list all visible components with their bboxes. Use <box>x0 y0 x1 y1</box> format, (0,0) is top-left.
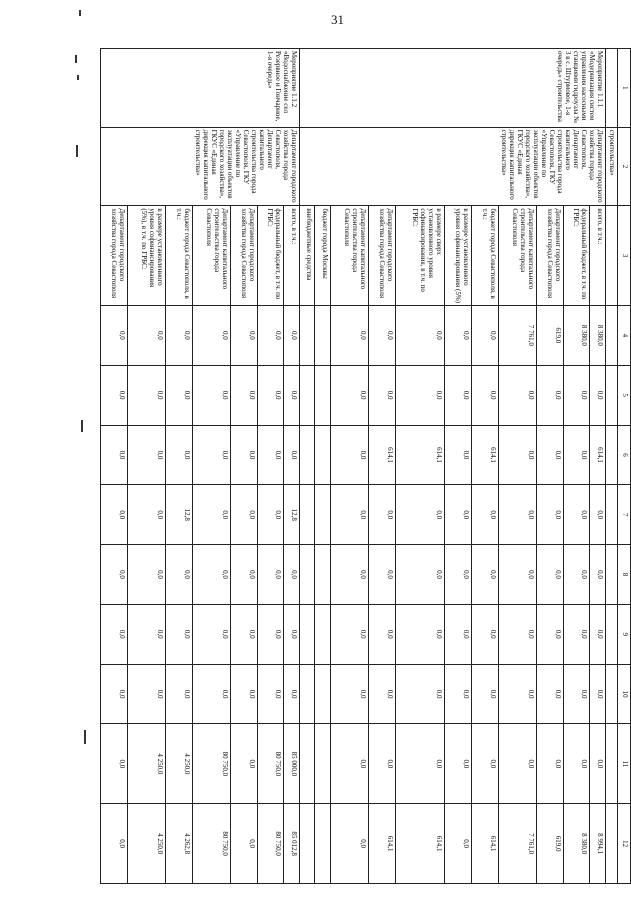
scan-mark <box>75 55 77 63</box>
value-cell: 0,0 <box>192 664 230 724</box>
value-cell: 0,0 <box>127 425 165 485</box>
funding-source-cell: бюджет города Севастополя, в т.ч.: <box>165 206 192 306</box>
total-value-cell: 614,1 <box>369 804 396 884</box>
value-cell: 0,0 <box>369 545 396 605</box>
value-cell: 12,8 <box>284 485 300 545</box>
value-cell: 0,0 <box>395 545 444 605</box>
value-cell: 0,0 <box>192 425 230 485</box>
value-cell: 0,0 <box>395 604 444 664</box>
value-cell: 0,0 <box>472 485 499 545</box>
value-cell: 0,0 <box>330 664 368 724</box>
value-cell: 0,0 <box>472 545 499 605</box>
value-cell: 0,0 <box>257 365 284 425</box>
value-cell: 0,0 <box>230 545 257 605</box>
value-cell: 0,0 <box>101 545 128 605</box>
value-cell: 0,0 <box>472 604 499 664</box>
value-cell: 0,0 <box>101 485 128 545</box>
value-cell: 0,0 <box>563 724 590 804</box>
value-cell: 80 750,0 <box>192 724 230 804</box>
value-cell: 4 250,0 <box>165 724 192 804</box>
value-cell: 0,0 <box>369 724 396 804</box>
value-cell: 0,0 <box>330 485 368 545</box>
value-cell: 0,0 <box>257 604 284 664</box>
total-value-cell: 619,0 <box>536 804 563 884</box>
total-value-cell: 85 012,8 <box>284 804 300 884</box>
value-cell <box>315 365 331 425</box>
table-viewport <box>100 48 631 884</box>
table-cell <box>606 604 618 664</box>
value-cell: 0,0 <box>563 664 590 724</box>
value-cell: 0,0 <box>472 724 499 804</box>
value-cell: 0,0 <box>230 724 257 804</box>
value-cell: 0,0 <box>395 664 444 724</box>
value-cell <box>299 485 315 545</box>
value-cell: 0,0 <box>536 485 563 545</box>
column-number: 9 <box>618 604 631 664</box>
scan-mark <box>84 730 86 744</box>
value-cell: 8 380,0 <box>563 305 590 365</box>
value-cell <box>299 604 315 664</box>
value-cell <box>315 485 331 545</box>
value-cell: 0,0 <box>369 664 396 724</box>
value-cell: 0,0 <box>230 485 257 545</box>
value-cell: 0,0 <box>498 425 536 485</box>
column-number: 7 <box>618 485 631 545</box>
table-cell <box>606 545 618 605</box>
value-cell: 0,0 <box>165 425 192 485</box>
value-cell: 85 000,0 <box>284 724 300 804</box>
value-cell: 0,0 <box>257 425 284 485</box>
total-value-cell: 614,1 <box>395 804 444 884</box>
column-number: 3 <box>618 206 631 306</box>
funding-source-cell: Департамент городского хозяйства города Севастополя <box>101 206 128 306</box>
value-cell: 0,0 <box>165 604 192 664</box>
column-number: 10 <box>618 664 631 724</box>
value-cell: 0,0 <box>536 365 563 425</box>
column-number: 2 <box>618 127 631 206</box>
value-cell <box>299 545 315 605</box>
value-cell: 614,1 <box>369 425 396 485</box>
value-cell <box>299 664 315 724</box>
column-number: 11 <box>618 724 631 804</box>
table-cell <box>606 425 618 485</box>
total-value-cell: 8 380,0 <box>563 804 590 884</box>
value-cell: 12,8 <box>165 485 192 545</box>
value-cell: 0,0 <box>369 305 396 365</box>
table-cell <box>606 724 618 804</box>
value-cell: 0,0 <box>563 365 590 425</box>
total-value-cell: 0,0 <box>230 804 257 884</box>
value-cell: 0,0 <box>230 425 257 485</box>
column-number: 1 <box>618 49 631 128</box>
value-cell: 0,0 <box>395 485 444 545</box>
page-number: 31 <box>331 12 344 27</box>
value-cell: 0,0 <box>101 365 128 425</box>
value-cell: 0,0 <box>536 604 563 664</box>
total-value-cell <box>299 804 315 884</box>
scan-mark <box>79 10 81 16</box>
funding-source-cell: бюджет города Севастополя, в т.ч.: <box>472 206 499 306</box>
value-cell: 0,0 <box>445 664 472 724</box>
table-row <box>590 49 606 884</box>
rotated-table-frame <box>100 48 631 884</box>
value-cell: 0,0 <box>536 545 563 605</box>
table-body <box>101 49 618 884</box>
value-cell: 0,0 <box>590 724 606 804</box>
value-cell: 0,0 <box>284 365 300 425</box>
value-cell: 0,0 <box>127 664 165 724</box>
value-cell: 0,0 <box>192 305 230 365</box>
value-cell: 0,0 <box>563 485 590 545</box>
value-cell: 0,0 <box>101 664 128 724</box>
funding-source-cell: всего, в т.ч.: <box>590 206 606 306</box>
funding-source-cell: федеральный бюджет, в т.ч. по ГРБС: <box>563 206 590 306</box>
value-cell: 0,0 <box>127 365 165 425</box>
value-cell: 0,0 <box>127 545 165 605</box>
value-cell: 0,0 <box>330 305 368 365</box>
total-value-cell: 80 750,0 <box>192 804 230 884</box>
value-cell: 614,1 <box>472 425 499 485</box>
table-cell <box>606 305 618 365</box>
budget-table <box>100 48 631 884</box>
column-number: 6 <box>618 425 631 485</box>
lead-row <box>606 49 618 884</box>
value-cell: 80 750,0 <box>257 724 284 804</box>
value-cell: 8 380,0 <box>590 305 606 365</box>
value-cell: 0,0 <box>590 545 606 605</box>
funding-source-cell: внебюджетные средства <box>299 206 315 306</box>
value-cell: 0,0 <box>257 305 284 365</box>
value-cell: 0,0 <box>284 305 300 365</box>
value-cell: 4 250,0 <box>127 724 165 804</box>
value-cell: 0,0 <box>257 545 284 605</box>
value-cell: 0,0 <box>445 485 472 545</box>
measure-executors-cell: Департамент городского хозяйства города Севастополя, Департамент капитального строительства города Севастополя, ГКУ «Управление по эксплуатации объектов городского хозяйства», ГКУС «Единая дирекция капитального строительства» <box>299 127 605 206</box>
table-cell <box>606 664 618 724</box>
value-cell: 0,0 <box>445 545 472 605</box>
value-cell: 0,0 <box>472 305 499 365</box>
measure-title-cell: Мероприятие 1.1.1 «Модернизация систем управления насосными станциями гидроузла № 3 в с. Штурмовое, 1-я очередь» строительства <box>299 49 605 128</box>
value-cell: 0,0 <box>498 365 536 425</box>
value-cell: 0,0 <box>165 305 192 365</box>
scan-mark <box>76 145 78 157</box>
value-cell: 0,0 <box>257 485 284 545</box>
value-cell: 0,0 <box>445 365 472 425</box>
value-cell: 0,0 <box>127 305 165 365</box>
funding-source-cell: Департамент капитального строительства города Севастополя <box>192 206 230 306</box>
table-cell <box>606 365 618 425</box>
value-cell: 0,0 <box>330 604 368 664</box>
value-cell: 0,0 <box>445 724 472 804</box>
value-cell: 0,0 <box>257 664 284 724</box>
value-cell: 0,0 <box>101 425 128 485</box>
value-cell: 0,0 <box>536 664 563 724</box>
value-cell: 0,0 <box>498 485 536 545</box>
column-number: 4 <box>618 305 631 365</box>
value-cell: 0,0 <box>127 485 165 545</box>
value-cell: 0,0 <box>498 545 536 605</box>
value-cell: 0,0 <box>230 664 257 724</box>
total-value-cell <box>315 804 331 884</box>
value-cell: 0,0 <box>395 305 444 365</box>
value-cell: 0,0 <box>472 664 499 724</box>
total-value-cell: 8 994,1 <box>590 804 606 884</box>
value-cell: 0,0 <box>230 604 257 664</box>
value-cell <box>299 724 315 804</box>
value-cell: 0,0 <box>445 305 472 365</box>
funding-source-cell: Департамент капитального строительства города Севастополя <box>330 206 368 306</box>
total-value-cell: 7 761,0 <box>498 804 536 884</box>
value-cell: 0,0 <box>590 365 606 425</box>
value-cell: 0,0 <box>284 425 300 485</box>
value-cell <box>299 425 315 485</box>
value-cell <box>315 545 331 605</box>
value-cell: 0,0 <box>101 604 128 664</box>
funding-source-cell: федеральный бюджет, в т.ч. по ГРБС: <box>257 206 284 306</box>
value-cell: 0,0 <box>192 604 230 664</box>
table-row <box>284 49 300 884</box>
value-cell: 0,0 <box>165 545 192 605</box>
value-cell <box>299 305 315 365</box>
value-cell: 0,0 <box>192 545 230 605</box>
value-cell: 0,0 <box>498 664 536 724</box>
value-cell: 0,0 <box>563 425 590 485</box>
value-cell: 0,0 <box>230 305 257 365</box>
total-value-cell: 80 750,0 <box>257 804 284 884</box>
value-cell: 619,0 <box>536 305 563 365</box>
value-cell: 0,0 <box>445 604 472 664</box>
value-cell <box>299 365 315 425</box>
table-cell <box>606 49 618 128</box>
value-cell: 0,0 <box>165 365 192 425</box>
value-cell: 0,0 <box>230 365 257 425</box>
value-cell <box>315 425 331 485</box>
value-cell: 0,0 <box>590 664 606 724</box>
measure-title-cell: Мероприятие 1.1.2 «Водоснабжение сел Резервное и Гончарное, 1-я очередь» <box>101 49 300 128</box>
value-cell: 0,0 <box>101 305 128 365</box>
value-cell: 7 761,0 <box>498 305 536 365</box>
value-cell: 0,0 <box>395 365 444 425</box>
value-cell: 0,0 <box>284 664 300 724</box>
funding-source-cell: в размере установленного уровня софинансирования (5%), в т.ч. по ГРБС: <box>127 206 165 306</box>
value-cell: 0,0 <box>284 545 300 605</box>
value-cell: 0,0 <box>472 365 499 425</box>
value-cell: 0,0 <box>563 604 590 664</box>
value-cell: 0,0 <box>395 724 444 804</box>
value-cell: 614,1 <box>395 425 444 485</box>
scan-mark <box>81 420 83 432</box>
total-value-cell: 614,1 <box>472 804 499 884</box>
total-value-cell: 0,0 <box>445 804 472 884</box>
value-cell: 0,0 <box>330 545 368 605</box>
total-value-cell: 0,0 <box>330 804 368 884</box>
value-cell <box>315 724 331 804</box>
column-number: 5 <box>618 365 631 425</box>
value-cell: 0,0 <box>192 365 230 425</box>
value-cell: 0,0 <box>498 604 536 664</box>
value-cell: 0,0 <box>127 604 165 664</box>
funding-source-cell: Департамент городского хозяйства города Севастополя <box>536 206 563 306</box>
funding-source-cell: Департамент капитального строительства города Севастополя <box>498 206 536 306</box>
total-value-cell: 4 250,0 <box>127 804 165 884</box>
funding-source-cell: всего, в т.ч.: <box>284 206 300 306</box>
value-cell: 0,0 <box>563 545 590 605</box>
value-cell: 0,0 <box>590 604 606 664</box>
value-cell <box>315 604 331 664</box>
table-cell <box>606 206 618 306</box>
value-cell: 0,0 <box>192 485 230 545</box>
value-cell: 0,0 <box>536 425 563 485</box>
measure-executors-cell: Департамент городского хозяйства города Севастополя, Департамент капитального строительства города Севастополя, ГКУ «Управление по эксплуатации объектов городского хозяйства», ГКУС «Единая дирекция капитального строительства» <box>101 127 300 206</box>
value-cell: 0,0 <box>330 365 368 425</box>
value-cell <box>315 664 331 724</box>
column-number: 12 <box>618 804 631 884</box>
value-cell: 0,0 <box>165 664 192 724</box>
funding-source-cell: в размере установленного уровня софинансирования (5%) <box>445 206 472 306</box>
total-value-cell: 4 262,8 <box>165 804 192 884</box>
value-cell: 0,0 <box>536 724 563 804</box>
table-cell <box>606 485 618 545</box>
total-value-cell: 0,0 <box>101 804 128 884</box>
value-cell <box>315 305 331 365</box>
table-cell <box>606 804 618 884</box>
column-number-row <box>618 49 631 884</box>
value-cell: 0,0 <box>369 365 396 425</box>
scan-mark <box>77 75 79 80</box>
value-cell: 614,1 <box>590 425 606 485</box>
lead-executor-cell: строительства» <box>606 127 618 206</box>
value-cell: 0,0 <box>369 485 396 545</box>
funding-source-cell: в размере сверх установленного уровня софинансирования, в т.ч. по ГРБС: <box>395 206 444 306</box>
value-cell: 0,0 <box>590 485 606 545</box>
funding-source-cell: бюджет города Москвы <box>315 206 331 306</box>
value-cell: 0,0 <box>369 604 396 664</box>
value-cell: 0,0 <box>498 724 536 804</box>
value-cell: 0,0 <box>101 724 128 804</box>
column-number: 8 <box>618 545 631 605</box>
value-cell: 0,0 <box>284 604 300 664</box>
funding-source-cell: Департамент городского хозяйства города Севастополя <box>230 206 257 306</box>
value-cell: 0,0 <box>445 425 472 485</box>
value-cell: 0,0 <box>330 425 368 485</box>
funding-source-cell: Департамент городского хозяйства города Севастополя <box>369 206 396 306</box>
value-cell: 0,0 <box>330 724 368 804</box>
